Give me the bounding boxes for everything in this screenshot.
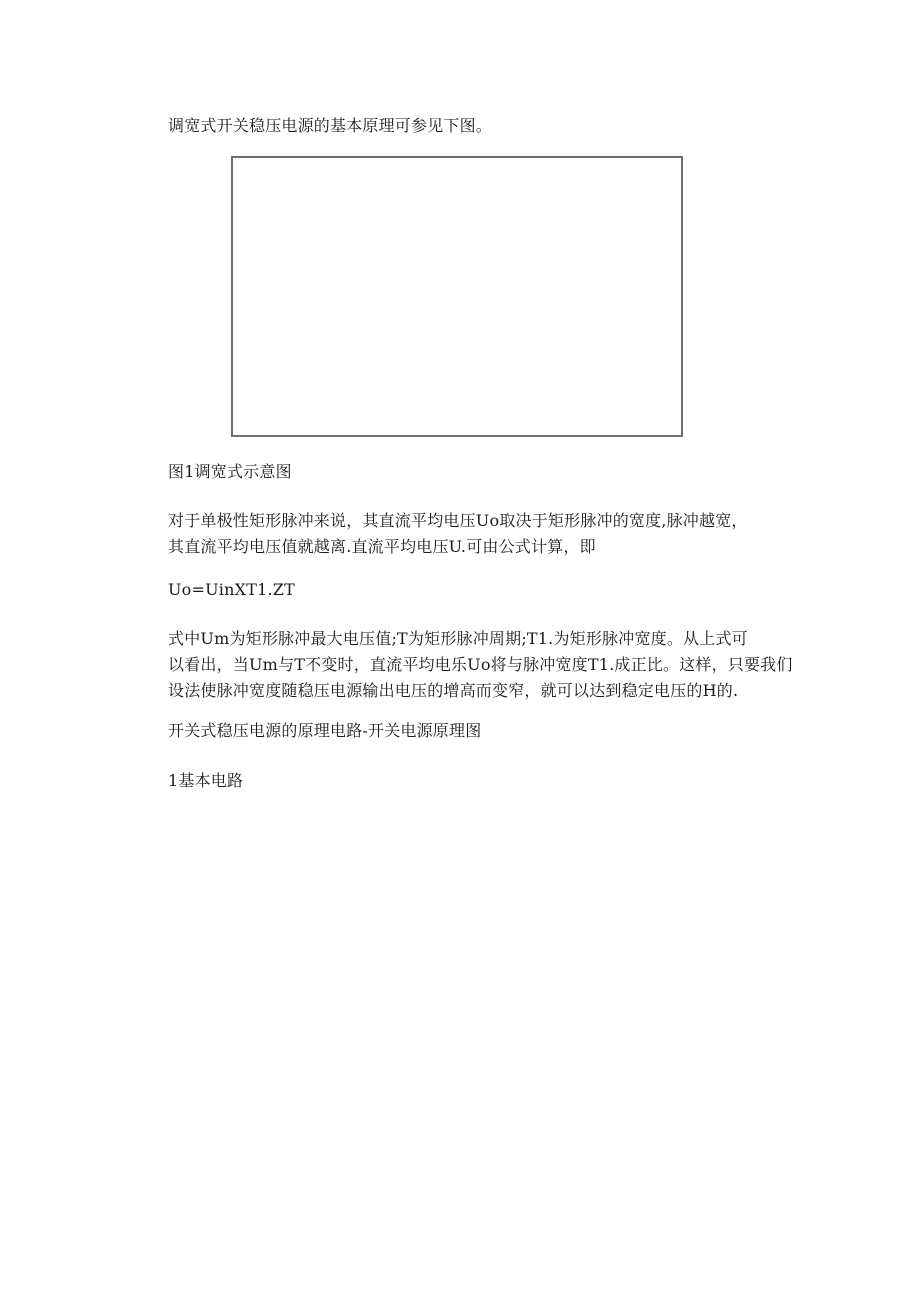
paragraph-duty-cycle <box>168 508 778 560</box>
paragraph-line: 以看出，当Um与T不变时，直流平均电乐Uo将与脉冲宽度T1.成正比。这样，只要我们 <box>168 655 793 674</box>
paragraph-line: 对于单极性矩形脉冲来说，其直流平均电压Uo取决于矩形脉冲的宽度,脉冲越宽， <box>168 511 748 530</box>
section-title: 开关式稳压电源的原理电路-开关电源原理图 <box>168 721 482 740</box>
paragraph-explanation <box>168 626 793 704</box>
subsection-title: 1基本电路 <box>168 771 244 790</box>
paragraph-line: 式中Um为矩形脉冲最大电压值;T为矩形脉冲周期;T1.为矩形脉冲宽度。从上式可 <box>168 629 748 648</box>
intro-text: 调宽式开关稳压电源的基本原理可参见下图。 <box>168 116 493 135</box>
paragraph-line: 其直流平均电压值就越离.直流平均电压U.可由公式计算，即 <box>168 537 596 556</box>
figure-placeholder <box>231 156 683 437</box>
paragraph-line: 设法使脉冲宽度随稳压电源输出电压的增高而变窄，就可以达到稳定电压的H的. <box>168 681 739 700</box>
formula: Uo=UinXT1.ZT <box>168 580 295 599</box>
figure-caption: 图1调宽式示意图 <box>168 462 292 481</box>
